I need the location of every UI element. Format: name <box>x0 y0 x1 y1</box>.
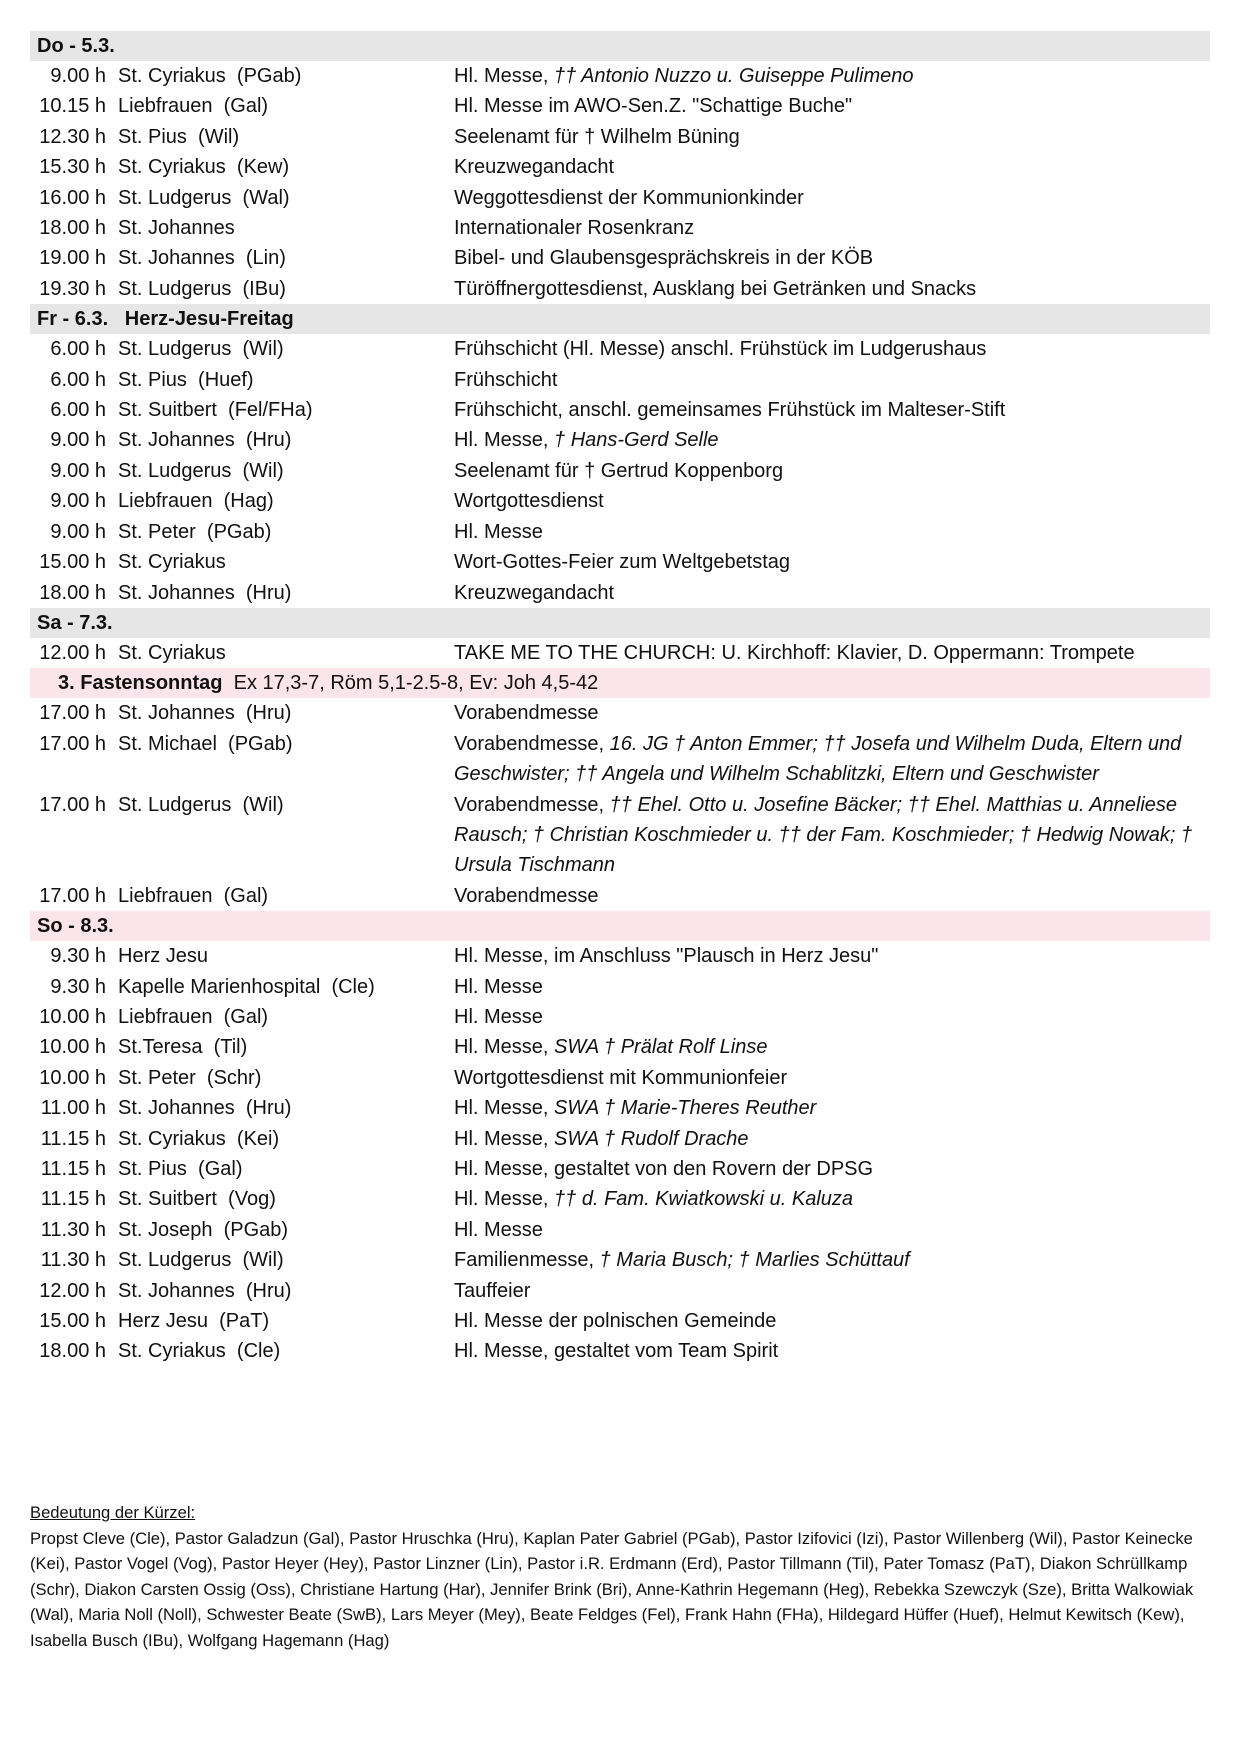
event-time: 17.00 h <box>39 793 106 816</box>
legend-text: Propst Cleve (Cle), Pastor Galadzun (Gal), Pastor Hruschka (Hru), Kaplan Pater Gabriel (PGab), Pastor Izifovici (Izi), Pastor Willenberg (Wil), Pastor Keinecke (Kei), Pastor Vogel (Vog), Pastor Heyer (Hey), Pastor Linzner (Lin), Pastor i.R. Erdmann (Erd), Pastor Tillmann (Til), Pater Tomasz (PaT), Diakon Schrüllkamp (Schr), Diakon Carsten Ossig (Oss), Christiane Hartung (Har), Jennifer Brink (Bri), Anne-Kathrin Hegemann (Heg), Rebekka Szewczyk (Sze), Britta Walkowiak (Wal), Maria Noll (Noll), Schwester Beate (SwB), Lars Meyer (Mey), Beate Feldges (Fel), Frank Hahn (FHa), Hildegard Hüffer (Huef), Helmut Kewitsch (Kew), Isabella Busch (IBu), Wolfgang Hagemann (Hag) <box>30 1528 1194 1650</box>
event-time: 15.00 h <box>39 1310 106 1333</box>
event-intention: SWA † Marie-Theres Reuther <box>548 1097 817 1120</box>
event-description <box>424 456 1210 486</box>
event-location: St. Suitbert (Vog) <box>118 1188 276 1211</box>
event-type: Weggottesdienst der Kommunionkinder <box>454 186 804 209</box>
event-description <box>424 213 1210 243</box>
schedule-row <box>30 1306 1210 1336</box>
event-description <box>424 881 1210 911</box>
schedule-row <box>30 61 1210 91</box>
day-header <box>30 608 1210 638</box>
event-time: 11.15 h <box>40 1127 106 1150</box>
event-type: Frühschicht (Hl. Messe) anschl. Frühstück im Ludgerushaus <box>454 338 987 361</box>
event-time: 9.00 h <box>50 520 106 543</box>
event-time: 11.30 h <box>40 1218 106 1241</box>
event-intention: † Hans-Gerd Selle <box>548 429 719 452</box>
schedule-row <box>30 1032 1210 1062</box>
schedule-row <box>30 456 1210 486</box>
schedule-row <box>30 1245 1210 1275</box>
schedule-row <box>30 790 1210 881</box>
event-location: St. Johannes (Lin) <box>118 247 286 270</box>
event-location: St. Johannes (Hru) <box>118 581 292 604</box>
event-description <box>424 61 1210 91</box>
event-location: St. Cyriakus (Kei) <box>118 1127 280 1150</box>
schedule-row <box>30 941 1210 971</box>
event-description <box>424 517 1210 547</box>
schedule-row <box>30 213 1210 243</box>
schedule-row <box>30 152 1210 182</box>
event-type: Hl. Messe <box>454 975 543 998</box>
event-type: Hl. Messe, <box>454 1188 549 1211</box>
event-time: 11.00 h <box>40 1097 106 1120</box>
event-description <box>424 122 1210 152</box>
event-location: St. Ludgerus (Wal) <box>118 186 290 209</box>
event-type: Wortgottesdienst mit Kommunionfeier <box>454 1066 788 1089</box>
event-type: Hl. Messe im AWO-Sen.Z. "Schattige Buche" <box>454 95 853 118</box>
event-location: St.Teresa (Til) <box>118 1036 248 1059</box>
event-type: Seelenamt für † Wilhelm Büning <box>454 125 740 148</box>
schedule-row <box>30 365 1210 395</box>
event-time: 17.00 h <box>39 884 106 907</box>
schedule-row <box>30 91 1210 121</box>
event-time: 6.00 h <box>50 338 106 361</box>
event-description <box>424 1184 1210 1214</box>
event-time: 9.30 h <box>50 945 106 968</box>
day-title: Fr - 6.3. Herz-Jesu-Freitag <box>37 308 294 331</box>
event-location: St. Peter (Schr) <box>118 1066 262 1089</box>
event-type: Vorabendmesse <box>454 702 599 725</box>
schedule-row <box>30 881 1210 911</box>
event-location: St. Cyriakus (Cle) <box>118 1340 281 1363</box>
event-intention: SWA † Prälat Rolf Linse <box>548 1036 768 1059</box>
event-time: 18.00 h <box>39 217 106 240</box>
schedule <box>30 31 1210 1367</box>
schedule-row <box>30 1215 1210 1245</box>
event-time: 18.00 h <box>39 1340 106 1363</box>
event-location: St. Ludgerus (IBu) <box>118 277 286 300</box>
event-time: 6.00 h <box>50 399 106 422</box>
schedule-row <box>30 638 1210 668</box>
legend <box>30 1500 1215 1653</box>
event-type: Hl. Messe, gestaltet von den Rovern der DPSG <box>454 1158 874 1180</box>
event-type: Hl. Messe, im Anschluss "Plausch in Herz Jesu" <box>454 945 879 968</box>
event-time: 9.30 h <box>50 975 106 998</box>
event-time: 16.00 h <box>39 186 106 209</box>
event-location: St. Johannes (Hru) <box>118 1279 292 1302</box>
event-location: St. Joseph (PGab) <box>118 1218 289 1241</box>
event-time: 17.00 h <box>39 702 106 725</box>
event-location: St. Michael (PGab) <box>118 732 293 755</box>
event-location: St. Johannes (Hru) <box>118 1097 292 1120</box>
event-location: St. Pius (Wil) <box>118 125 240 148</box>
event-time: 10.15 h <box>39 95 106 118</box>
event-description <box>424 1215 1210 1245</box>
day-header <box>30 911 1210 941</box>
event-type: Bibel- und Glaubensgesprächskreis in der KÖB <box>454 247 874 270</box>
event-type: Hl. Messe <box>454 1218 543 1241</box>
event-time: 9.00 h <box>50 429 106 452</box>
event-type: Vorabendmesse, <box>454 732 605 755</box>
event-description <box>424 152 1210 182</box>
event-location: St. Ludgerus (Wil) <box>118 1249 284 1272</box>
schedule-row <box>30 547 1210 577</box>
event-time: 17.00 h <box>39 732 106 755</box>
event-type: Frühschicht, anschl. gemeinsames Frühstück im Malteser-Stift <box>454 399 1006 422</box>
event-description <box>424 578 1210 608</box>
event-intention: †† Ehel. Otto u. Josefine Bäcker; †† Ehel. Matthias u. Anneliese Rausch; † Christian Koschmieder u. †† der Fam. Koschmieder; † Hedwig Nowak; † Ursula Tischmann <box>454 793 1193 877</box>
event-description <box>424 1063 1210 1093</box>
event-time: 11.15 h <box>40 1188 106 1211</box>
event-description <box>424 1032 1210 1062</box>
event-location: Herz Jesu (PaT) <box>118 1310 270 1333</box>
event-location: St. Johannes (Hru) <box>118 702 292 725</box>
schedule-row <box>30 1002 1210 1032</box>
event-time: 12.30 h <box>39 125 106 148</box>
event-description <box>424 941 1210 971</box>
event-time: 6.00 h <box>50 368 106 391</box>
event-description <box>424 638 1210 668</box>
event-type: Hl. Messe der polnischen Gemeinde <box>454 1310 777 1333</box>
event-time: 9.00 h <box>50 65 106 87</box>
event-description <box>424 486 1210 516</box>
event-type: Wort-Gottes-Feier zum Weltgebetstag <box>454 551 791 574</box>
schedule-row <box>30 1184 1210 1214</box>
event-type: Internationaler Rosenkranz <box>454 217 695 240</box>
event-type: Hl. Messe <box>454 520 543 543</box>
event-description <box>424 1306 1210 1336</box>
event-type: Vorabendmesse <box>454 884 599 907</box>
event-location: St. Ludgerus (Wil) <box>118 793 284 816</box>
day-header <box>30 668 1210 698</box>
event-location: Kapelle Marienhospital (Cle) <box>118 975 375 998</box>
event-intention: 16. JG † Anton Emmer; †† Josefa und Wilhelm Duda, Eltern und Geschwister; †† Angela und Wilhelm Schablitzki, Eltern und Geschwister <box>454 732 1182 786</box>
event-intention: †† Antonio Nuzzo u. Guiseppe Pulimeno <box>548 65 914 87</box>
day-title: So - 8.3. <box>37 915 114 938</box>
day-readings: Ex 17,3-7, Röm 5,1-2.5-8, Ev: Joh 4,5-42 <box>222 672 599 695</box>
event-location: Herz Jesu <box>118 945 209 968</box>
event-type: Familienmesse, <box>454 1249 595 1272</box>
event-time: 19.30 h <box>39 277 106 300</box>
day-title: Sa - 7.3. <box>37 611 113 634</box>
schedule-row <box>30 1336 1210 1366</box>
event-description <box>424 698 1210 728</box>
event-description <box>424 1002 1210 1032</box>
event-intention: † Maria Busch; † Marlies Schüttauf <box>594 1249 910 1272</box>
event-location: St. Cyriakus (PGab) <box>118 65 302 87</box>
event-type: Kreuzwegandacht <box>454 581 615 604</box>
event-type: Hl. Messe, <box>454 429 549 452</box>
event-type: Hl. Messe, gestaltet vom Team Spirit <box>454 1340 779 1363</box>
event-location: St. Suitbert (Fel/FHa) <box>118 399 313 422</box>
schedule-row <box>30 183 1210 213</box>
event-location: St. Ludgerus (Wil) <box>118 459 284 482</box>
event-description <box>424 395 1210 425</box>
schedule-row <box>30 425 1210 455</box>
event-intention: SWA † Rudolf Drache <box>548 1127 749 1150</box>
event-description <box>424 425 1210 455</box>
event-location: St. Cyriakus (Kew) <box>118 156 290 179</box>
event-time: 12.00 h <box>39 1279 106 1302</box>
schedule-row <box>30 274 1210 304</box>
event-time: 9.00 h <box>50 490 106 513</box>
event-time: 10.00 h <box>39 1036 106 1059</box>
event-description <box>424 1336 1210 1366</box>
event-location: Liebfrauen (Gal) <box>118 884 269 907</box>
event-time: 11.15 h <box>40 1158 106 1180</box>
event-time: 9.00 h <box>50 459 106 482</box>
schedule-row <box>30 486 1210 516</box>
event-type: Kreuzwegandacht <box>454 156 615 179</box>
event-location: St. Peter (PGab) <box>118 520 272 543</box>
event-type: Hl. Messe, <box>454 1097 549 1120</box>
event-location: St. Johannes <box>118 217 235 240</box>
event-description <box>424 1154 1210 1184</box>
event-description <box>424 274 1210 304</box>
event-location: St. Johannes (Hru) <box>118 429 292 452</box>
schedule-row <box>30 517 1210 547</box>
event-description <box>424 334 1210 364</box>
event-location: Liebfrauen (Hag) <box>118 490 274 513</box>
event-time: 10.00 h <box>39 1066 106 1089</box>
event-location: St. Pius (Huef) <box>118 368 254 391</box>
schedule-row <box>30 122 1210 152</box>
event-description <box>424 972 1210 1002</box>
event-description <box>424 547 1210 577</box>
day-header <box>30 304 1210 334</box>
schedule-row <box>30 972 1210 1002</box>
event-type: Hl. Messe, <box>454 1127 549 1150</box>
event-description <box>424 1245 1210 1275</box>
schedule-row <box>30 1063 1210 1093</box>
event-description <box>424 365 1210 395</box>
schedule-row <box>30 729 1210 790</box>
event-description <box>424 183 1210 213</box>
event-type: Hl. Messe, <box>454 65 549 87</box>
event-type: Hl. Messe, <box>454 1036 549 1059</box>
event-location: St. Pius (Gal) <box>118 1158 243 1180</box>
event-type: Türöffnergottesdienst, Ausklang bei Getränken und Snacks <box>454 277 977 300</box>
event-description <box>424 243 1210 273</box>
event-type: Tauffeier <box>454 1279 531 1302</box>
event-time: 11.30 h <box>40 1249 106 1272</box>
event-time: 15.00 h <box>39 551 106 574</box>
event-type: Hl. Messe <box>454 1005 543 1028</box>
event-location: St. Cyriakus <box>118 551 226 574</box>
event-description <box>424 1276 1210 1306</box>
event-time: 12.00 h <box>39 641 106 664</box>
event-time: 19.00 h <box>39 247 106 270</box>
event-type: Vorabendmesse, <box>454 793 605 816</box>
day-title: 3. Fastensonntag <box>58 672 223 695</box>
event-description <box>424 729 1210 790</box>
legend-title: Bedeutung der Kürzel: <box>30 1503 196 1522</box>
schedule-row <box>30 334 1210 364</box>
event-type: Seelenamt für † Gertrud Koppenborg <box>454 459 784 482</box>
schedule-row <box>30 1154 1210 1184</box>
event-location: St. Cyriakus <box>118 641 226 664</box>
event-location: St. Ludgerus (Wil) <box>118 338 284 361</box>
schedule-row <box>30 243 1210 273</box>
event-intention: †† d. Fam. Kwiatkowski u. Kaluza <box>548 1188 854 1211</box>
event-description <box>424 1124 1210 1154</box>
schedule-row <box>30 395 1210 425</box>
schedule-row <box>30 1124 1210 1154</box>
schedule-row <box>30 578 1210 608</box>
event-description <box>424 790 1210 881</box>
schedule-row <box>30 698 1210 728</box>
event-time: 10.00 h <box>39 1005 106 1028</box>
day-title: Do - 5.3. <box>37 35 115 57</box>
event-time: 15.30 h <box>39 156 106 179</box>
event-type: Frühschicht <box>454 368 558 391</box>
schedule-row <box>30 1093 1210 1123</box>
event-location: Liebfrauen (Gal) <box>118 95 269 118</box>
event-type: Wortgottesdienst <box>454 490 604 513</box>
schedule-row <box>30 1276 1210 1306</box>
event-description <box>424 91 1210 121</box>
day-header <box>30 31 1210 61</box>
event-type: TAKE ME TO THE CHURCH: U. Kirchhoff: Klavier, D. Oppermann: Trompete <box>454 641 1135 664</box>
event-time: 18.00 h <box>39 581 106 604</box>
event-location: Liebfrauen (Gal) <box>118 1005 269 1028</box>
event-description <box>424 1093 1210 1123</box>
